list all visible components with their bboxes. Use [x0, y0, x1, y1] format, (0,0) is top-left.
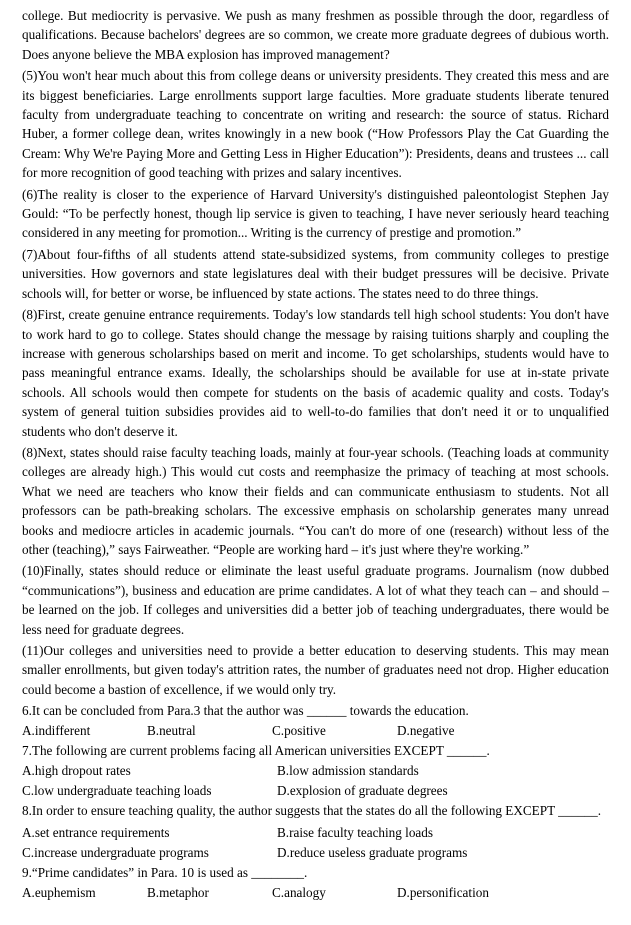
- question-7: [22, 741, 609, 800]
- question-options: [22, 883, 609, 903]
- question-6: [22, 701, 609, 740]
- option-d[interactable]: D.personification: [397, 884, 489, 900]
- paragraph-5: (5)You won't hear much about this from college deans or university presidents. They created this mess and are its biggest beneficiaries. Large enrollments support large faculties. More graduate students liberate tenured faculty from undergraduate teaching to concentrate on writing and research: the source of status. Richard Huber, a former college dean, writes knowingly in a new book (“How Professors Play the Cat Guarding the Cream: Why We're Paying More and Getting Less in Higher Education”): Presidents, deans and trustees ... call for more recognition of good teaching with prizes and salary incentives.: [22, 68, 609, 181]
- question-stem: 9.“Prime candidates” in Para. 10 is used as ________.: [22, 865, 308, 881]
- paragraph-7: (7)About four-fifths of all students attend state-subsidized systems, from community colleges to prestige universities. How governors and state legislatures deal with their budget pressures will be decisive. Private schools will, for better or worse, be influenced by state actions. The states need to do three things.: [22, 246, 609, 301]
- option-d[interactable]: D.negative: [397, 722, 455, 738]
- paragraph-8-next: (8)Next, states should raise faculty teaching loads, mainly at four-year schools. (Teaching loads at community colleges are already high.) This would cut costs and reemphasize the primacy of teaching at most schools. What we need are teachers who know their fields and can communicate enthusiasm to students. Not all professors can be path-breaking scholars. The excessive emphasis on scholarship generates many unread books and mediocre articles in academic journals. “You can't do more of one (research) without less of the other (teaching),” says Fairweather. “People are working hard – it's just where they're working.”: [22, 444, 609, 557]
- question-options: [22, 721, 609, 741]
- question-stem: 8.In order to ensure teaching quality, the author suggests that the states do all the following EXCEPT ______.: [22, 803, 602, 819]
- question-stem: 7.The following are current problems facing all American universities EXCEPT ______.: [22, 743, 490, 759]
- option-b[interactable]: B.raise faculty teaching loads: [277, 824, 433, 840]
- question-8: [22, 801, 609, 862]
- question-options-row2: [22, 843, 609, 863]
- option-c[interactable]: C.increase undergraduate programs: [22, 844, 209, 860]
- paragraph-8-first: (8)First, create genuine entrance requirements. Today's low standards tell high school students: You don't have to work hard to go to college. States should change the message by raising tuitions sharply and coupling the increase with generous scholarships based on merit and income. To get scholarships, students would have to pass meaningful entrance exams. Ideally, the scholarships should be available for use at in-state private schools. All schools would then compete for students on the basis of academic quality and costs. Today's system of general tuition subsidies provides aid to well-to-do families that don't need it or to unqualified students who don't deserve it.: [22, 307, 609, 439]
- question-options-row2: [22, 781, 609, 801]
- paragraph-11: (11)Our colleges and universities need to provide a better education to deserving students. This may mean smaller enrollments, but given today's attrition rates, the number of graduates need not drop. Higher education could become a bastion of excellence, if we would only try.: [22, 643, 609, 697]
- option-b[interactable]: B.metaphor: [147, 884, 209, 900]
- question-9: [22, 863, 609, 902]
- paragraph-6: (6)The reality is closer to the experience of Harvard University's distinguished paleontologist Stephen Jay Gould: “To be perfectly honest, though lip service is given to teaching, I have never seriously heard teaching considered in any meeting for promotion... Writing is the currency of prestige and promotion.”: [22, 186, 609, 241]
- option-a[interactable]: A.high dropout rates: [22, 762, 131, 778]
- option-a[interactable]: A.indifferent: [22, 722, 91, 738]
- paragraph-continuation: college. But mediocrity is pervasive. We push as many freshmen as possible through the door, regardless of qualifications. Because bachelors' degrees are so common, we create more graduate degrees of dubious worth. Does anyone believe the MBA explosion has improved management?: [22, 8, 609, 62]
- question-options-row1: [22, 761, 609, 781]
- option-c[interactable]: C.analogy: [272, 884, 326, 900]
- option-a[interactable]: A.set entrance requirements: [22, 824, 170, 840]
- option-c[interactable]: C.positive: [272, 722, 326, 738]
- option-b[interactable]: B.low admission standards: [277, 762, 419, 778]
- option-d[interactable]: D.reduce useless graduate programs: [277, 844, 468, 860]
- option-c[interactable]: C.low undergraduate teaching loads: [22, 782, 212, 798]
- option-d[interactable]: D.explosion of graduate degrees: [277, 782, 448, 798]
- option-b[interactable]: B.neutral: [147, 722, 196, 738]
- option-a[interactable]: A.euphemism: [22, 884, 96, 900]
- question-options-row1: [22, 823, 609, 843]
- paragraph-10: (10)Finally, states should reduce or eliminate the least useful graduate programs. Journalism (now dubbed “communications”), business and education are prime candidates. A lot of what they teach can – and should – be learned on the job. If colleges and universities did a better job of teaching undergraduates, there would be less need for graduate degrees.: [22, 563, 609, 637]
- question-stem: 6.It can be concluded from Para.3 that the author was ______ towards the education.: [22, 703, 469, 719]
